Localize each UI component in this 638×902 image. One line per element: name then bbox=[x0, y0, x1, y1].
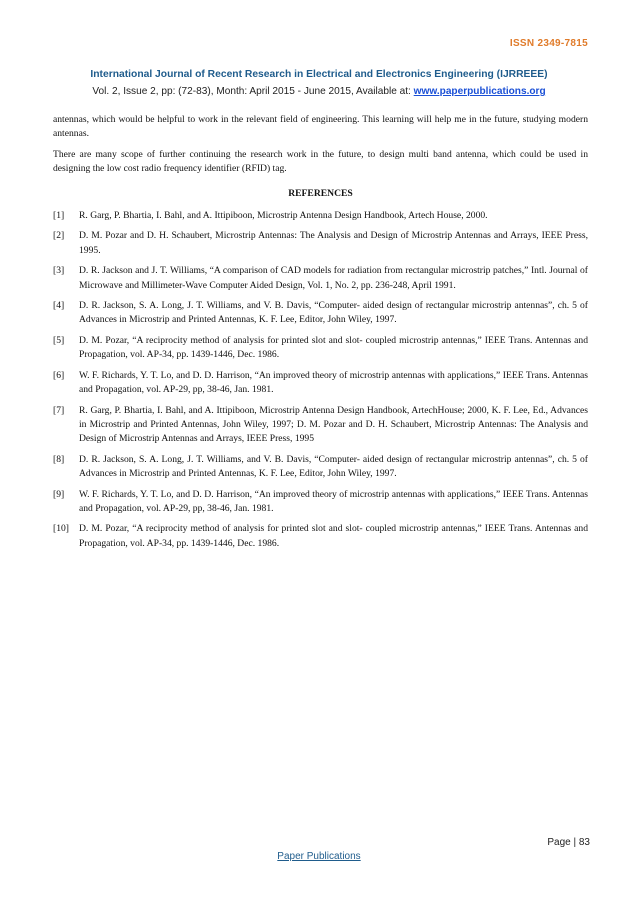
reference-item bbox=[53, 453, 588, 482]
reference-item bbox=[53, 522, 588, 551]
body-paragraph-2: There are many scope of further continuing the research work in the future, to design multi band antenna, which could be used in designing the low cost radio frequency identifier (RFID) tag. bbox=[53, 148, 588, 175]
journal-info bbox=[0, 86, 638, 97]
reference-text: D. R. Jackson, S. A. Long, J. T. Williams, and V. B. Davis, “Computer- aided design of rectangular microstrip antennas”, ch. 5 of Advances in Microstrip and Printed Antennas, K. F. Lee, Editor, John Wiley, 1997. bbox=[79, 300, 588, 326]
reference-number: [9] bbox=[53, 488, 65, 500]
reference-text: R. Garg, P. Bhartia, I. Bahl, and A. Ittipiboon, Microstrip Antenna Design Handbook, Artech House, 2000. bbox=[79, 210, 488, 222]
reference-text: R. Garg, P. Bhartia, I. Bahl, and A. Ittipiboon, Microstrip Antenna Design Handbook, ArtechHouse; 2000, K. F. Lee, Ed., Advances in Microstrip and Printed Antennas, John Wiley, 1997; D. M. Pozar and D. H. Schaubert, Microstrip Antennas: The Analysis and Design of Microstrip Antennas and Arrays, IEEE Press, 1995 bbox=[79, 404, 588, 445]
reference-number: [10] bbox=[53, 523, 69, 535]
reference-item bbox=[53, 209, 588, 223]
reference-text: D. R. Jackson and J. T. Williams, “A comparison of CAD models for radiation from rectangular microstrip patches,” Intl. Journal of Microwave and Millimeter-Wave Computer Aided Design, Vol. 1, No. 2, pp. 236-248, April 1991. bbox=[79, 265, 588, 291]
reference-item bbox=[53, 299, 588, 328]
reference-item bbox=[53, 334, 588, 363]
reference-text: W. F. Richards, Y. T. Lo, and D. D. Harrison, “An improved theory of microstrip antennas with applications,” IEEE Trans. Antennas and Propagation, vol. AP-29, pp, 38-46, Jan. 1981. bbox=[79, 369, 588, 396]
reference-text: D. M. Pozar and D. H. Schaubert, Microstrip Antennas: The Analysis and Design of Microstrip Antennas and Arrays, IEEE Press, 1995. bbox=[79, 230, 588, 256]
reference-item bbox=[53, 404, 588, 447]
issn-label: ISSN 2349-7815 bbox=[509, 38, 588, 49]
reference-number: [6] bbox=[53, 369, 65, 381]
journal-title: International Journal of Recent Research in Electrical and Electronics Engineering (IJRREEE) bbox=[90, 69, 548, 80]
reference-text: D. R. Jackson, S. A. Long, J. T. Williams, and V. B. Davis, “Computer- aided design of rectangular microstrip antennas”, ch. 5 of Advances in Microstrip and Printed Antennas, K. F. Lee, Editor, John Wiley, 1997. bbox=[79, 453, 588, 480]
journal-url-link[interactable]: www.paperpublications.org bbox=[413, 86, 546, 97]
journal-info-text: Vol. 2, Issue 2, pp: (72-83), Month: April 2015 - June 2015, Available at: bbox=[92, 86, 414, 97]
page-number: Page | 83 bbox=[547, 837, 590, 848]
reference-number: [1] bbox=[53, 210, 65, 222]
reference-text: D. M. Pozar, “A reciprocity method of analysis for printed slot and slot- coupled microstrip antennas,” IEEE Trans. Antennas and Propagation, vol. AP-34, pp. 1439-1446, Dec. 1986. bbox=[79, 334, 588, 361]
reference-number: [4] bbox=[53, 300, 65, 312]
reference-text: D. M. Pozar, “A reciprocity method of analysis for printed slot and slot- coupled microstrip antennas,” IEEE Trans. Antennas and Propagation, vol. AP-34, pp. 1439-1446, Dec. 1986. bbox=[79, 523, 588, 549]
reference-number: [3] bbox=[53, 265, 65, 277]
reference-number: [7] bbox=[53, 404, 65, 416]
reference-item bbox=[53, 369, 588, 398]
reference-item bbox=[53, 488, 588, 517]
body-paragraph-1: antennas, which would be helpful to work in the relevant field of engineering. This learning will help me in the future, studying modern antennas. bbox=[53, 114, 588, 140]
reference-item bbox=[53, 264, 588, 293]
reference-number: [8] bbox=[53, 453, 65, 465]
reference-number: [2] bbox=[53, 230, 65, 242]
reference-item bbox=[53, 229, 588, 258]
publisher-link[interactable]: Paper Publications bbox=[277, 851, 361, 862]
reference-number: [5] bbox=[53, 334, 65, 346]
references-list bbox=[53, 209, 588, 551]
references-heading: REFERENCES bbox=[288, 187, 353, 199]
page-content bbox=[53, 113, 588, 557]
reference-text: W. F. Richards, Y. T. Lo, and D. D. Harrison, “An improved theory of microstrip antennas with applications,” IEEE Trans. Antennas and Propagation, vol. AP-29, pp, 38-46, Jan. 1981. bbox=[79, 488, 588, 514]
